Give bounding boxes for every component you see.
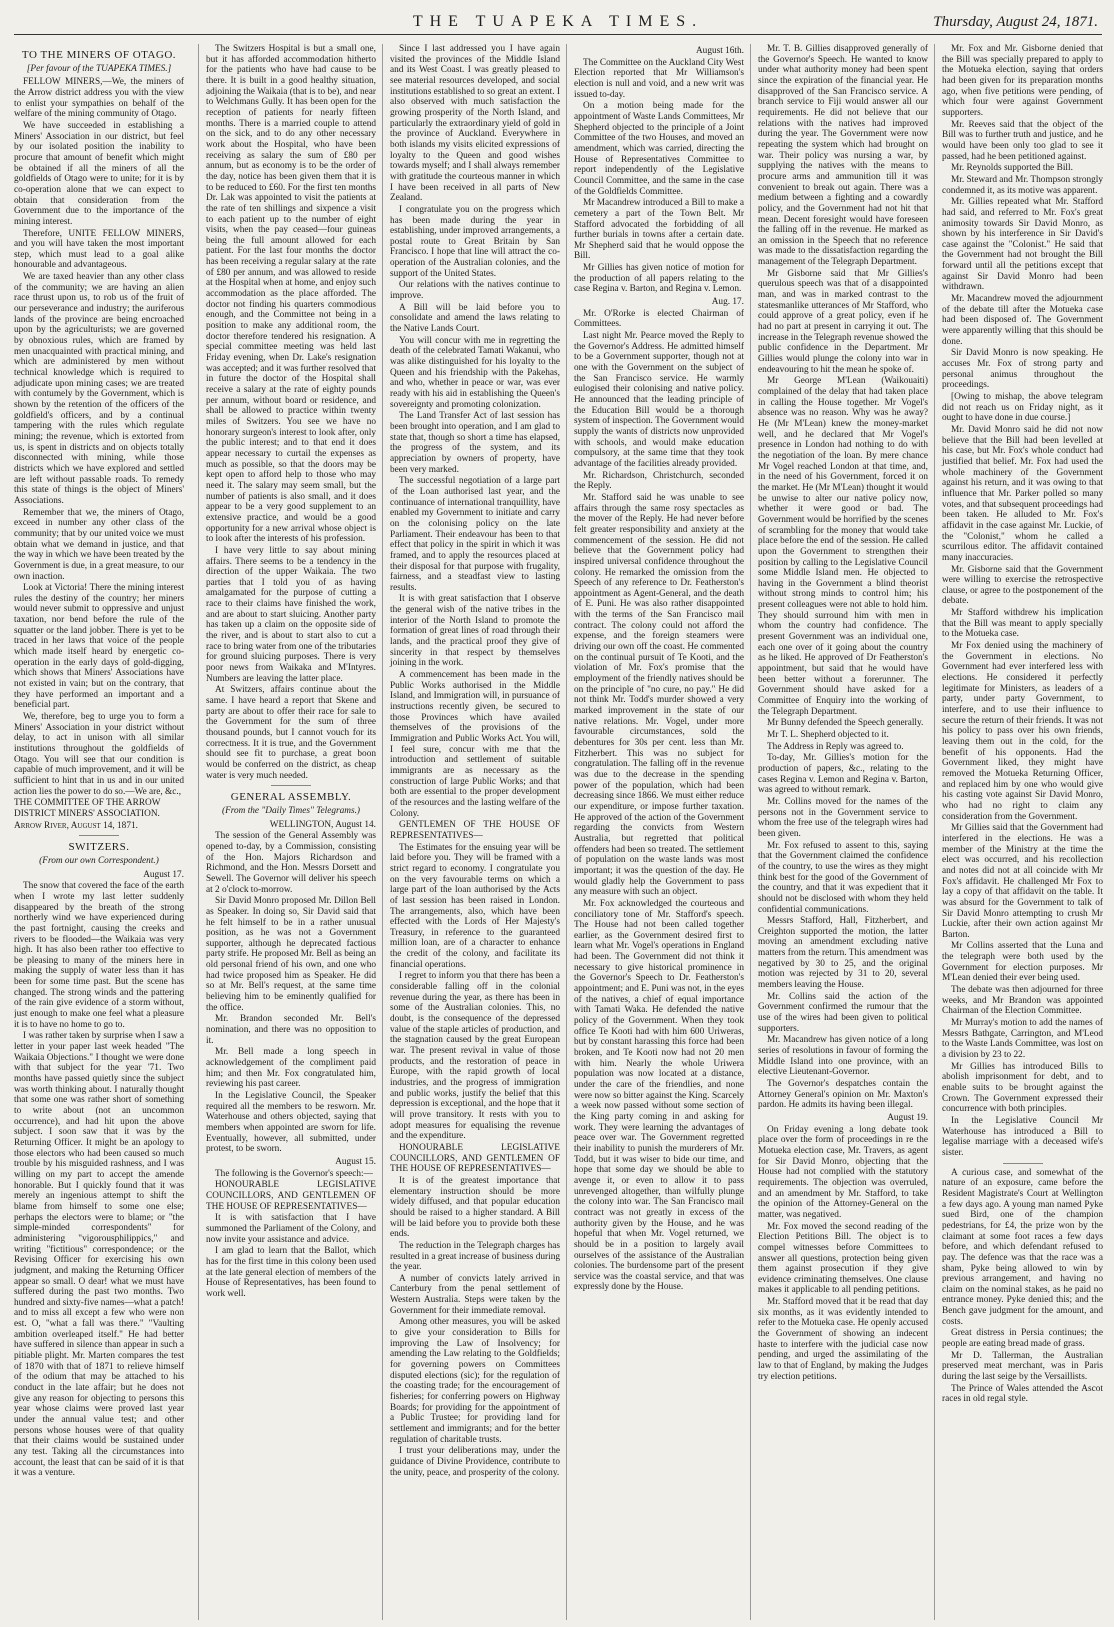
paragraph: The Estimates for the ensuing year will be laid before you. They will be framed with a strict regard to economy. I congratulate you on the very favourable terms on which a large part of the loan authorised by the Acts of last session has been raised in London. The arrangements, also, which have been effected with the Lords of Her Majesty's Treasury, in reference to the guaranteed million loan, are of a character to enhance the credit of the colony, and facilitate its financial operations. [390, 842, 560, 970]
paragraph: Mr. Stafford said he was unable to see affairs through the same rosy spectacles as the mover of the Reply. He had never before felt greater responsibility and anxiety at the commencement of the session. He did not believe that the Government policy had inspired universal confidence throughout the colony. He remarked the omission from the Speech of any reference to Dr. Featherston's appointment as Agent-General, and the death of E. Puni. He was also rather disappointed with the terms of the San Francisco mail contract. The colony could not afford the expense, and the foreign steamers were driving our own off the coast. He commented on the continual pursuit of Te Kooti, and the violation of Mr. Fox's promise that the employment of the friendly natives should be on the principle of "no cure, no pay." He did not think Mr. Todd's murder showed a very marked improvement in the state of our native relations. Mr. Vogel, under more favourable circumstances, sold the debentures for 30s per cent. less than Mr. Fitzherbert. This was no subject for congratulation. The falling off in the revenue was due to the decrease in the spending power of the population, which had been decreasing since 1866. We must either reduce our expenditure, or impose further taxation. He approved of the action of the Government regarding the convicts from Western Australia, but regretted that political offenders had been so treated. The settlement of population on the waste lands was most important; it was the question of the day. He would gladly help the Government to pass any measure with such an object. [574, 492, 744, 898]
paragraph: The Land Transfer Act of last session has been brought into operation, and I am glad to state that, though so short a time has elapsed, the progress of the system, and its appreciation by owners of property, have been very marked. [390, 411, 560, 475]
issue-date: Thursday, August 24, 1871. [933, 14, 1098, 30]
switzers-date: August 17. [143, 869, 184, 880]
assembly-date-aug14: WELLINGTON, August 14. [269, 819, 376, 830]
paragraph: The debate was then adjourned for three weeks, and Mr Brandon was appointed Chairman of the Election Committee. [942, 985, 1103, 1017]
paragraph: You will concur with me in regretting the death of the celebrated Tamati Wakanui, who was alike distinguished for his loyalty to the Queen and his friendship with the Pakehas, and who, whether in peace or war, was ever ready with his aid in establishing the Queen's sovereignty and promoting colonization. [390, 335, 560, 410]
paragraph: Mr. Fox refused to assent to this, saying that the Government claimed the confidence of the country, to use the wires as they might think best for the good of the Government of the country, and that it was expedient that it should not be disclosed with whom they held confidential communications. [758, 840, 928, 915]
paragraph: Messrs Stafford, Hall, Fitzherbert, and Creighton supported the motion, the latter moving an amendment excluding native matters from the return. This amendment was negatived by 30 to 25, and the original motion was rejected by 31 to 20, several members leaving the House. [758, 916, 928, 991]
paragraph: On a motion being made for the appointment of Waste Lands Committees, Mr Shepherd objected to the principle of a Joint Committee of the two Houses, and moved an amendment, which was carried, directing the House of Representatives Committee to report independently of the Legislative Council Committee, and the same in the case of the Goldfields Committee. [574, 101, 744, 197]
paragraph: HONOURABLE LEGISLATIVE COUNCILLORS, AND GENTLEMEN OF THE HOUSE OF REPRESENTATIVES— [206, 1180, 376, 1212]
paragraph: Mr Gillies has introduced Bills to abolish imprisonment for debt, and to enable suits to be brought against the Crown. The Government expressed their concurrence with both principles. [942, 1061, 1103, 1115]
paragraph: Mr Gillies has given notice of motion for the production of all papers relating to the case Regina v. Barton, and Regina v. Lemon. [574, 263, 744, 295]
paragraph: Remember that we, the miners of Otago, exceed in number any other class of the community; that by our united voice we must obtain what we demand in justice, and that the way in which we have been treated by the Government is due, in a great measure, to our own inaction. [14, 507, 184, 582]
paragraph: Last night Mr. Pearce moved the Reply to the Governor's Address. He admitted himself to be a Government supporter, though not at one with the Government on the subject of the San Francisco service. He warmly eulogised their colonising and native policy. He announced that the leading principle of the Education Bill would be a thorough system of inspection. The Government would supply the wants of districts now unprovided with schools, and would make education compulsory, at the same time that they took advantage of the facilities already provided. [574, 331, 744, 469]
paragraph: A Bill will be laid before you to consolidate and amend the laws relating to the Native Lands Court. [390, 302, 560, 335]
paragraph: Since I last addressed you I have again visited the provinces of the Middle Island and its West Coast. I was greatly pleased to see material resources developed, and social institutions established to so great an extent. I also observed with much satisfaction the growing prosperity of the North Island, and particularly the extraordinary yield of gold in the province of Auckland. Everywhere in both islands my visits elicited expressions of loyalty to the Queen and good wishes towards myself; and I shall always remember with gratitude the courteous manner in which I have been received in all parts of New Zealand. [390, 44, 560, 204]
column-4 [566, 44, 750, 1620]
miners-signature: THE COMMITTEE OF THE ARROW DISTRICT MINERS' ASSOCIATION. [14, 798, 161, 819]
paragraph: The snow that covered the face of the earth when I wrote my last letter suddenly disappeared by the breath of the strong northerly wind we have experienced during the past fortnight, causing the creeks and rivers to be flooded—the Waikaia was very high. It has also been rather too effective to be pleasing to many of the miners here in making the supply of water less than it has been for some time past. But the scene has changed. The strong winds and the pattering of the rain give evidence of a storm without, just enough to make one feel what a pleasure it is to have no home to go to. [14, 881, 184, 1030]
masthead [14, 8, 1102, 35]
columns [14, 44, 1102, 1620]
paragraph: Sir David Monro is now speaking. He accuses Mr. Fox of strong party and personal animus throughout the proceedings. [942, 348, 1103, 391]
paragraph: We are taxed heavier than any other class of the community; we are having an alien race thrust upon us, to rob us of the fruit of our perseverance and industry; the auriferous lands of the province are being encroached upon by the agriculturists; we are governed by obnoxious rules, which are framed by men unacquainted with practical mining, and which are administered by men without technical knowledge which is required to adjudicate upon mining cases; we are treated with contumely by the Government, which is shown by the retention of the officers of the goldfield's officers, and by a continual tampering with the rules which regulate mining; the revenue, which is extorted from us, is spent in districts and on objects totally disconnected with mining, while those districts which we have explored and settled are left without passable roads. To remedy this state of things is the object of Miners' Associations. [14, 272, 184, 506]
paragraph: Mr. Fox and Mr. Gisborne denied that the Bill was specially prepared to apply to the Motueka election, saying that orders had been given for its preparation months ago, when five petitions were pending, of which four were against Government supporters. [942, 44, 1103, 118]
paragraph: Mr. David Monro said he did not now believe that the Bill had been levelled at his case, but Mr. Fox's whole conduct had justified that belief. Mr. Fox had used the whole machinery of the Government against his return, and it was owing to that influence that Mr. Parker polled so many votes, and that subsequent proceedings had been taken. He alluded to Mr. Fox's affidavit in the case against Mr. Luckie, of the "Colonist," whom he called a scurrilous editor. The affidavit contained many inaccuracies. [942, 424, 1103, 563]
paragraph: I was rather taken by surprise when I saw a letter in your paper last week headed "The Waikaia Objections." I thought we were done with that subject for the year '71. Two months have passed quietly since the subject was worth thinking about. I naturally thought that some one was rather short of something to write about (not an uncommon occurrence), and had hit upon the above subject. I soon saw that it was by the Returning Officer. It might be an apology to those electors who had been caused so much trouble by his misguided rashness, and I was willing on my part to accept the amende honorable. But I quickly found that it was merely an ingenious attempt to shift the blame from himself to some one else; perhaps the electors were to blame; or "the simple-minded correspondents" for administering "vigorousphilippics," and writing "fictitious" correspondence; or the Revising Officer for exercising his own judgment, and making the Returning Officer appear so small. O dear! what we must have suffered during the past two months. Two hundred and sixty-five names—what a patch! and to miss all except a few who were non est. O, "what a fall was there." "Vaulting ambition overleaped itself." He had better have suffered in silence than appear in such a pitiable plight. Mr. Marten compares the test of 1870 with that of 1871 to relieve himself of the odium that may be attached to his conduct in the late affair; but he does not give any reason for objecting to persons this year whose claims were proved last year under the annual value test; and other persons whose houses were of that quality that their claims would be sustained under any test. Taking all the circumstances into account, the least that can be said of it is that it was a venture. [14, 1031, 184, 1479]
paragraph: It is with satisfaction that I have summoned the Parliament of the Colony, and now invite your assistance and advice. [206, 1213, 376, 1245]
paragraph: The Prince of Wales attended the Ascot races in old regal style. [942, 1383, 1103, 1405]
paragraph: Mr. Brandon seconded Mr. Bell's nomination, and there was no opposition to it. [206, 1014, 376, 1046]
paragraph: Mr. Collins moved for the names of the persons not in the Government service to whom the free use of the telegraph wires had been given. [758, 796, 928, 839]
assembly-date-aug19: August 19. [887, 1112, 928, 1123]
paragraph: Mr Murray's motion to add the names of Messrs Bathgate, Carrington, and M'Leod to the Waste Lands Committee, was lost on a division by 23 to 22. [942, 1018, 1103, 1061]
paragraph: Sir David Monro proposed Mr. Dillon Bell as Speaker. In doing so, Sir David said that he felt himself to be in a rather unusual position, as he was not a Government supporter, although he deprecated factious party strife. He proposed Mr. Bell as being an old personal friend of his own, and one who had twice proposed him as Speaker. He did so at Mr. Bell's request, at the same time believing him to be eminently qualified for the office. [206, 896, 376, 1013]
paragraph: GENTLEMEN OF THE HOUSE OF REPRESENTATIVES— [390, 820, 560, 841]
column-1 [14, 44, 192, 1620]
paragraph: It is of the greatest importance that elementary instruction should be more widely diffused, and that popular education should be raised to a higher standard. A Bill will be laid before you to provide both these ends. [390, 1175, 560, 1240]
paragraph: It is with great satisfaction that I observe the general wish of the native tribes in the interior of the North Island to promote the formation of great lines of road through their lands, and the practical proof they give of sincerity in that respect by themselves joining in the work. [390, 594, 560, 669]
paragraph: I trust your deliberations may, under the guidance of Divine Providence, contribute to the unity, peace, and prosperity of the colony. [390, 1446, 560, 1478]
paragraph: The Governor's despatches contain the Attorney General's opinion on Mr. Maxton's pardon. He admits its having been illegal. [758, 1079, 928, 1111]
paragraph: I congratulate you on the progress which has been made during the year in establishing, under improved arrangements, a postal route to Great Britain by San Francisco. I hope that line will attract the co-operation of the Australian colonies, and the support of the United States. [390, 204, 560, 279]
paragraph: Great distress in Persia continues; the people are eating bread made of grass. [942, 1328, 1103, 1350]
paragraph: Mr. Macandrew moved the adjournment of the debate till after the Motueka case had been disposed of. The Government were apparently willing that this should be done. [942, 294, 1103, 347]
paragraph: The reduction in the Telegraph charges has resulted in a great increase of business during the year. [390, 1240, 560, 1273]
paragraph: Mr. Reeves said that the object of the Bill was to further truth and justice, and he would have been only too glad to see it passed, had he been petitioned against. [942, 119, 1103, 162]
paragraph: I am glad to learn that the Ballot, which has for the first time in this colony been used at the late general election of members of the House of Representatives, has been found to work well. [206, 1246, 376, 1299]
column-5 [750, 44, 934, 1620]
divider [79, 835, 119, 836]
paragraph: Mr. O'Rorke is elected Chairman of Committees. [574, 308, 744, 330]
assembly-date-aug17: Aug. 17. [711, 297, 744, 308]
paragraph: Mr D. Tallerman, the Australian preserved meat merchant, was in Paris during the last seige by the Versaillists. [942, 1350, 1103, 1383]
paragraph: FELLOW MINERS,—We, the miners of the Arrow district address you with the view to enlist your sympathies on behalf of the welfare of the mining community of Otago. [14, 77, 184, 120]
miners-dateline: Arrow River, August 14, 1871. [14, 820, 138, 831]
paragraph: Mr. Gillies repeated what Mr. Stafford had said, and referred to Mr. Fox's great animosity towards Sir David Monro, as shown by his interference in Sir David's case against the "Colonist." He said that the Government had not brought the Bill forward until all the petitions except that against Sir David Monro had been withdrawn. [942, 197, 1103, 293]
paragraph: On Friday evening a long debate took place over the form of proceedings in re the Motueka election case, Mr. Travers, as agent for Sir David Monro, objecting that the House had not complied with the statutory requirements. The objection was overruled, and an amendment by Mr. Stafford, to take the opinion of the Attorney-General on the matter, was negatived. [758, 1124, 928, 1220]
paragraph: In the Legislative Council Mr Waterhouse has introduced a Bill to legalise marriage with a deceased wife's sister. [942, 1115, 1103, 1158]
paragraph: To-day, Mr. Gillies's motion for the production of papers, &c., relating to the cases Regina v. Lemon and Regina v. Barton, was agreed to without remark. [758, 753, 928, 796]
paragraph: The successful negotiation of a large part of the Loan authorised last year, and the continuance of international tranquillity, have enabled my Government to initiate and carry on the colonising policy on the late Parliament. Their endeavour has been to that effect that policy in the spirit in which it was framed, and to apply the resources placed at their disposal for that purpose with frugality, fairness, and a steadfast view to lasting results. [390, 476, 560, 593]
paragraph: A curious case, and somewhat of the nature of an exposure, came before the Resident Magistrate's Court at Wellington a few days ago. A young man named Pyke sued Bird, one of the champion pedestrians, for £4, the prize won by the claimant at some foot races a few days before, and which defendant refused to pay. The defence was that the race was a sham, Pyke being allowed to win by previous arrangement, and having no claim on the nominal stakes, as he paid no entrance money. Pyke denied this; and the Bench gave judgment for the amount, and costs. [942, 1167, 1103, 1327]
paragraph: Mr. Bell made a long speech in acknowledgement of the compliment paid him; and then Mr. Fox congratulated him, reviewing his past career. [206, 1047, 376, 1090]
paragraph: Mr. Collins said the action of the Government confirmed the rumour that the use of the wires had been given to political supporters. [758, 991, 928, 1034]
paragraph: At Switzers, affairs continue about the same. I have heard a report that Skene and party are about to offer their race for sale to the Government for the sum of three thousand pounds, but I cannot vouch for its correctness. It it is true, and the Government should see fit to purchase, a great boon would be conferred on the district, as cheap water is very much needed. [206, 685, 376, 781]
paragraph: Mr. Steward and Mr. Thompson strongly condemned it, as its motive was apparent. [942, 174, 1103, 196]
assembly-date-aug15: August 15. [335, 1156, 376, 1167]
paragraph: Mr. T. B. Gillies disapproved generally of the Governor's Speech. He wanted to know under what authority money had been spent since the expiration of the financial year. He disapproved of the San Francisco service. A branch service to Fiji would answer all our requirements. He did not believe that our relations with the natives had improved during the year. The Government were now repeating the system which had brought on war. Their policy was nursing a war, by supplying the natives with the means to procure arms and ammunition till it was convenient to break out again. There was a medium between a fighting and a cowardly policy, and the Government had not hit that mean. Decent foresight would have foreseen the falling off in the revenue. He marked as an omission in the Speech that no reference was made to the dissatisfaction regarding the management of the Telegraph Department. [758, 44, 928, 268]
paragraph: Mr. Reynolds supported the Bill. [951, 163, 1073, 174]
divider [1003, 1163, 1043, 1164]
paragraph: Mr Fox denied using the machinery of the Government in elections. No Government had ever interfered less with elections. He considered it perfectly legitimate for Ministers, as leaders of a party, under party Government, to interfere, and to use their influence to secure the return of their friends. It was not his policy to pass over his own friends, leaving them out in the cold, for the benefit of his opponents. Had the Government liked, they might have removed the Motueka Returning Officer, and replaced him by one who would give his casting vote against Sir David Monro, who had no right to claim any consideration from the Government. [942, 641, 1103, 822]
paragraph: Mr. Richardson, Christchurch, seconded the Reply. [574, 470, 744, 492]
paragraph: The session of the General Assembly was opened to-day, by a Commission, consisting of the Hon. Majors Richardson and Richmond, and the Hon. Messrs Dorsett and Sewell. The Governor will deliver his speech at 2 o'clock to-morrow. [206, 831, 376, 895]
paragraph: We, therefore, beg to urge you to form a Miners' Association in your district without delay, to act in unison with all similar institutions throughout the goldfields of Otago. You will see that our condition is capable of much improvement, and it will be sufficient to hint that in us and in our united action lies the power to do so.—We are, &c., [14, 712, 184, 797]
column-6 [934, 44, 1103, 1620]
paragraph: Look at Victoria! There the mining interest rules the destiny of the country; her miners would never submit to oppressive and unjust taxation, nor bend before the rule of the squatter or the land jobber. There is yet to be traced in her laws that voice of the people which made itself heard by energetic co-operation in the early days of gold-digging, which shows that Miners' Associations have not existed in vain; but on the contrary, that they have performed an important and a beneficial part. [14, 583, 184, 711]
newspaper-title: THE TUAPEKA TIMES. [412, 13, 704, 30]
paragraph: Our relations with the natives continue to improve. [390, 280, 560, 302]
paragraph: Among other measures, you will be asked to give your consideration to Bills for improving the Law of Insolvency; for amending the Law relating to the Goldfields; for governing powers on Committees disputed elections (sic); for the regulation of the coasting trade; for the encouragement of fisheries; for conferring powers on Highway Boards; for providing for the appointment of a Public Trustee; for providing land for settlement and immigrants; and for the better regulation of charitable trusts. [390, 1317, 560, 1445]
paragraph: A number of convicts lately arrived in Canterbury from the penal settlement of Western Australia. Steps were taken by the Government for their immediate removal. [390, 1273, 560, 1316]
paragraph: In the Legislative Council, the Speaker required all the members to be resworn. Mr. Waterhouse and others objected, saying that members when appointed are sworn for life. Eventually, however, all submitted, under protest, to be sworn. [206, 1091, 376, 1155]
paragraph: Mr Macandrew introduced a Bill to make a cemetery a part of the Town Belt. Mr Stafford advocated the forbidding of all further burials in towns after a certain date. Mr Shepherd said that he would oppose the Bill. [574, 198, 744, 262]
paragraph: Mr T. L. Shepherd objected to it. [767, 730, 889, 740]
assembly-heading: GENERAL ASSEMBLY. [230, 791, 352, 804]
paragraph: Mr. Gisborne said that the Government were willing to exercise the retrospective clause, or agree to the postponement of the debate. [942, 564, 1103, 607]
column-3 [382, 44, 566, 1620]
miners-heading: TO THE MINERS OF OTAGO. [21, 49, 177, 61]
paragraph: Mr Gillies said that the Government had interfered in the elections. He was a member of the Ministry at the time the elect was occurred, and his recollection and notes did not at all coincide with Mr Fox's affidavit. He challenged Mr Fox to lay a copy of that affidavit on the table. It was absurd for the Government to talk of Sir David Monro attempting to crush Mr Luckie, after their own action against Mr Barton. [942, 823, 1103, 940]
column-2 [198, 44, 382, 1620]
paragraph: We have succeeded in establishing a Miners' Association in our district, but feel by our isolated position the inability to procure that amount of benefit which might be obtained if all the miners of all the goldfields of Otago were to unite; for it is by co-operation alone that we can expect to obtain that consideration from the Government due to the importance of the mining interest. [14, 120, 184, 227]
paragraph: I regret to inform you that there has been a considerable falling off in the colonial revenue during the year, as there has been in some of the Australian colonies. This, no doubt, is the consequence of the depressed value of the staple articles of production, and the stagnation caused by the great European war. The present revival in value of those products, and the restoration of peace in Europe, with the rapid growth of local industries, and the progress of immigration and public works, justify the belief that this depression is exceptional, and the hope that it will prove transitory. It rests with you to adopt measures for equalising the revenue and the expenditure. [390, 971, 560, 1142]
paragraph: Mr Gisborne said that Mr Gillies's querulous speech was that of a disappointed man, and was in marked contrast to the statesmanlike utterances of Mr Stafford, who could approve of a great policy, even if he had no part at present in carrying it out. The increase in the Telegraph revenue showed the public confidence in the Department. Mr Gillies would plunge the colony into war in endeavouring to hit the mean he spoke of. [758, 268, 928, 375]
miners-byline: [Per favour of the TUAPEKA TIMES.] [26, 63, 172, 74]
paragraph: The Address in Reply was agreed to. [767, 741, 904, 752]
paragraph: Mr. Stafford moved that it be read that day six months, as it was evidently intended to refer to the Motueka case. He openly accused the Government of showing an indecent haste to interfere with the judicial case now pending, and urged the assimilating of the law to that of England, by making the Judges try election petitions. [758, 1297, 928, 1382]
paragraph: Mr. Macandrew has given notice of a long series of resolutions in favour of forming the Middle Island into one province, with an elective Lieutenant-Governor. [758, 1035, 928, 1078]
paragraph: Mr Collins asserted that the Luna and the telegraph were both used by the Government for election purposes. Mr M'Lean denied their ever being used. [942, 941, 1103, 984]
paragraph: The Committee on the Auckland City West Election reported that Mr Williamson's election is null and void, and a new writ was issued to-day. [574, 57, 744, 100]
paragraph: Mr. Fox moved the second reading of the Election Petitions Bill. The object is to compel witnesses before Committees to answer all questions, protection being given them against prosecution if they give evidence criminating themselves. One clause makes it applicable to all pending petitions. [758, 1221, 928, 1296]
paragraph: I have very little to say about mining affairs. There seems to be a tendency in the direction of the upper Waikaia. The two parties that I told you of as having amalgamated for the purpose of cutting a race to their claims have finished the work, and are about to start sluicing. Another party has taken up a claim on the opposite side of the river, and is about to start also to cut a race to bring water from one of the tributaries for ground sluicing purposes. There is very poor news from Waikaka and M'Intyres. Numbers are leaving the latter place. [206, 545, 376, 684]
paragraph: Therefore, UNITE FELLOW MINERS, and you will have taken the most important step, which must lead to a goal alike honourable and advantageous. [14, 228, 184, 271]
paragraph: The following is the Governor's speech:— [215, 1168, 373, 1179]
paragraph: The Switzers Hospital is but a small one, but it has afforded accommodation hitherto for the patients who have had cause to be there. It is built in a good healthy situation, adjoining the Waikaia (that is to be), and near to Welchmans Gully. It has been open for the reception of patients for nearly fifteen months. There is a married couple to attend on the sick, and to do any other necessary work about the Hospital, who have been receiving as salary the sum of £80 per annum, but as economy is to be the order of the day, notice has been given them that it is to be reduced to £60. For the first ten months Dr. Lak was appointed to visit the patients at the rate of ten shillings and sixpence a visit to each patient up to the number of eight visits, when the pay ceased—four guineas being the full amount allowed for each patient. For the last four months the doctor has been receiving a regular salary at the rate of £80 per annum, and was allowed to reside at the Hospital when at home, and enjoy such accommodation as the place afforded. The doctor not finding his quarters commodious enough, and the Committee not being in a position to make any additional room, the doctor therefore tendered his resignation. A special committee meeting was held last Friday evening, when Dr. Lake's resignation was accepted; and it was further resolved that in future the doctor of the Hospital shall receive a salary at the rate of eighty pounds per annum, without board or residence, and shall be allowed to practice within twenty miles of Switzers. You see we have no honorary surgeon's interest to look after, only the public interest; and to that end it does appear necessary to curtail the expenses as much as possible, so that the doors may be kept open to afford help to those who may need it. The salary may seem small, but the number of patients is also small, and it does appear to be a very good supplement to an extensive practice, and would be a good opportunity for a new arrival whose object is to look after the interests of his profession. [206, 44, 376, 545]
paragraph: Mr George M'Lean (Waikouaiti) complained of the delay that had taken place in calling the House together. Mr Vogel's absence was no reason. Why was he away? He (Mr M'Lean) knew the money-market well, and he declared that Mr Vogel's presence in London had nothing to do with the negotiation of the loan. By mere chance Mr Vogel reached London at that time, and, in the need of his Government, forced it on the market. He (Mr M'Lean) thought it would be unwise to alter our native policy now, whether it were good or bad. The Government would be horrified by the scenes of scrambling for the money that would take place before the end of the session. He called upon the Government to strengthen their position by calling to the Legislative Council some Middle Island men. He objected to having in the Government a blind theorist without strong minds to control him; his present colleagues were not able to hold him. They should surround him with men in whom the country had confidence. The present Government was an individual one, each one over of it going about the country as he liked. He approved of Dr Featherston's appointment, but said that he would have been better without a forerunner. The Government should have asked for a Committee of Enquiry into the working of the Telegraph Department. [758, 376, 928, 717]
paragraph: HONOURABLE LEGISLATIVE COUNCILLORS, AND GENTLEMEN OF THE HOUSE OF REPRESENTATIVES— [390, 1142, 560, 1175]
paragraph: Mr Stafford withdrew his implication that the Bill was meant to apply specially to the Motueka case. [942, 608, 1103, 640]
paragraph: Mr. Fox acknowledged the courteous and conciliatory tone of Mr. Stafford's speech. The House had not been called together earlier, as the Government desired first to learn what Mr. Vogel's operations in England had been. The Government did not think it necessary to give historical prominence in the Governor's Speech to Dr. Featherston's appointment; and E. Puni was not, in the eyes of the natives, a chief of equal importance with Tamati Waka. He defended the native policy of the Government. When they took office Te Kooti had with him 600 Uriweras, but by constant harassing this force had been broken, and Te Kooti now had not 20 men with him. Nearly the whole Uriwera population was now located at a distance, under the care of the friendlies, and none were now so bitter against the King. Scarcely a week now passed without some section of the King party coming in and asking for work. They were learning the advantages of peace over war. The Government regretted their inability to punish the murderers of Mr. Todd, but it was wiser to bide our time, and hope that some day we should be able to avenge it, or even to allow it to pass unrevenged altogether, than wilfully plunge the colony into war. The San Francisco mail contract was not greatly in excess of the authority given by the House, and he was hopeful that when Mr. Vogel returned, we should be in a position to largely avail ourselves of the assistance of the Australian colonies. The burdensome part of the present service was the coastal service, and that was expressly done by the House. [574, 898, 744, 1293]
miners-body [14, 77, 184, 797]
paragraph: [Owing to mishap, the above telegram did not reach us on Friday night, as it ought to have done in due course.] [942, 392, 1103, 424]
paragraph: A commencement has been made in the Public Works authorised in the Middle Island, and Immigration will, in pursuance of instructions recently given, be secured to those Provinces which have availed themselves of the provisions of the Immigration and Public Works Act. You will, I feel sure, concur with me that the introduction and settlement of suitable immigrants are as necessary as the construction of large Public Works; and that both are essential to the proper development of the resources and the lasting welfare of the Colony. [390, 670, 560, 819]
switzers-heading: SWITZERS. [68, 841, 130, 854]
divider [271, 785, 311, 786]
paragraph: Mr Bunny defended the Speech generally. [767, 718, 924, 729]
assembly-date-aug16: August 16th. [695, 46, 744, 56]
switzers-byline: (From our own Correspondent.) [39, 855, 159, 866]
assembly-byline: (From the "Daily Times" Telegrams.) [221, 805, 361, 816]
